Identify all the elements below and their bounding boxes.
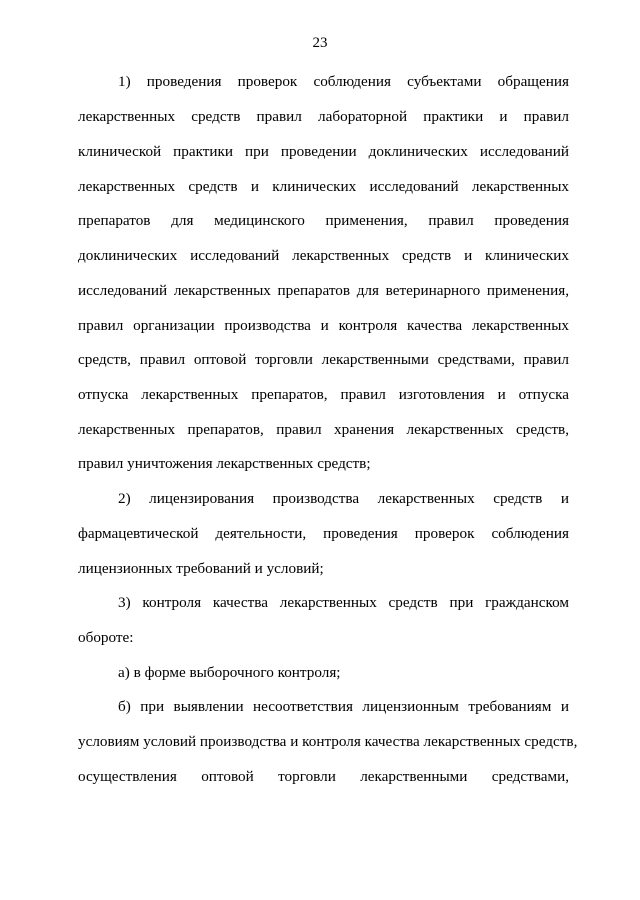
text-line: исследований лекарственных препаратов для ветеринарного применения, <box>78 282 569 299</box>
text-line: 2) лицензирования производства лекарственных средств и <box>118 490 569 507</box>
text-line: фармацевтической деятельности, проведения проверок соблюдения <box>78 525 569 542</box>
text-line: правил организации производства и контроля качества лекарственных <box>78 317 569 334</box>
text-line: препаратов для медицинского применения, правил проведения <box>78 212 569 229</box>
page-number: 23 <box>312 35 328 51</box>
text-line: осуществления оптовой торговли лекарственными средствами, <box>78 768 569 785</box>
text-line: условиям условий производства и контроля качества лекарственных средств, <box>78 733 578 750</box>
text-line: лицензионных требований и условий; <box>78 560 324 577</box>
text-line: а) в форме выборочного контроля; <box>118 664 341 681</box>
text-line: отпуска лекарственных препаратов, правил изготовления и отпуска <box>78 386 569 403</box>
text-line: доклинических исследований лекарственных средств и клинических <box>78 247 569 264</box>
text-line: 1) проведения проверок соблюдения субъектами обращения <box>118 73 569 90</box>
text-line: лекарственных средств и клинических исследований лекарственных <box>78 178 569 195</box>
text-line: обороте: <box>78 629 134 646</box>
text-line: клинической практики при проведении доклинических исследований <box>78 143 569 160</box>
text-line: средств, правил оптовой торговли лекарственными средствами, правил <box>78 351 569 368</box>
text-line: 3) контроля качества лекарственных средств при гражданском <box>118 594 569 611</box>
text-line: лекарственных средств правил лабораторной практики и правил <box>78 108 569 125</box>
text-line: правил уничтожения лекарственных средств; <box>78 455 371 472</box>
text-line: лекарственных препаратов, правил хранения лекарственных средств, <box>78 421 569 438</box>
text-line: б) при выявлении несоответствия лицензионным требованиям и <box>118 698 569 715</box>
